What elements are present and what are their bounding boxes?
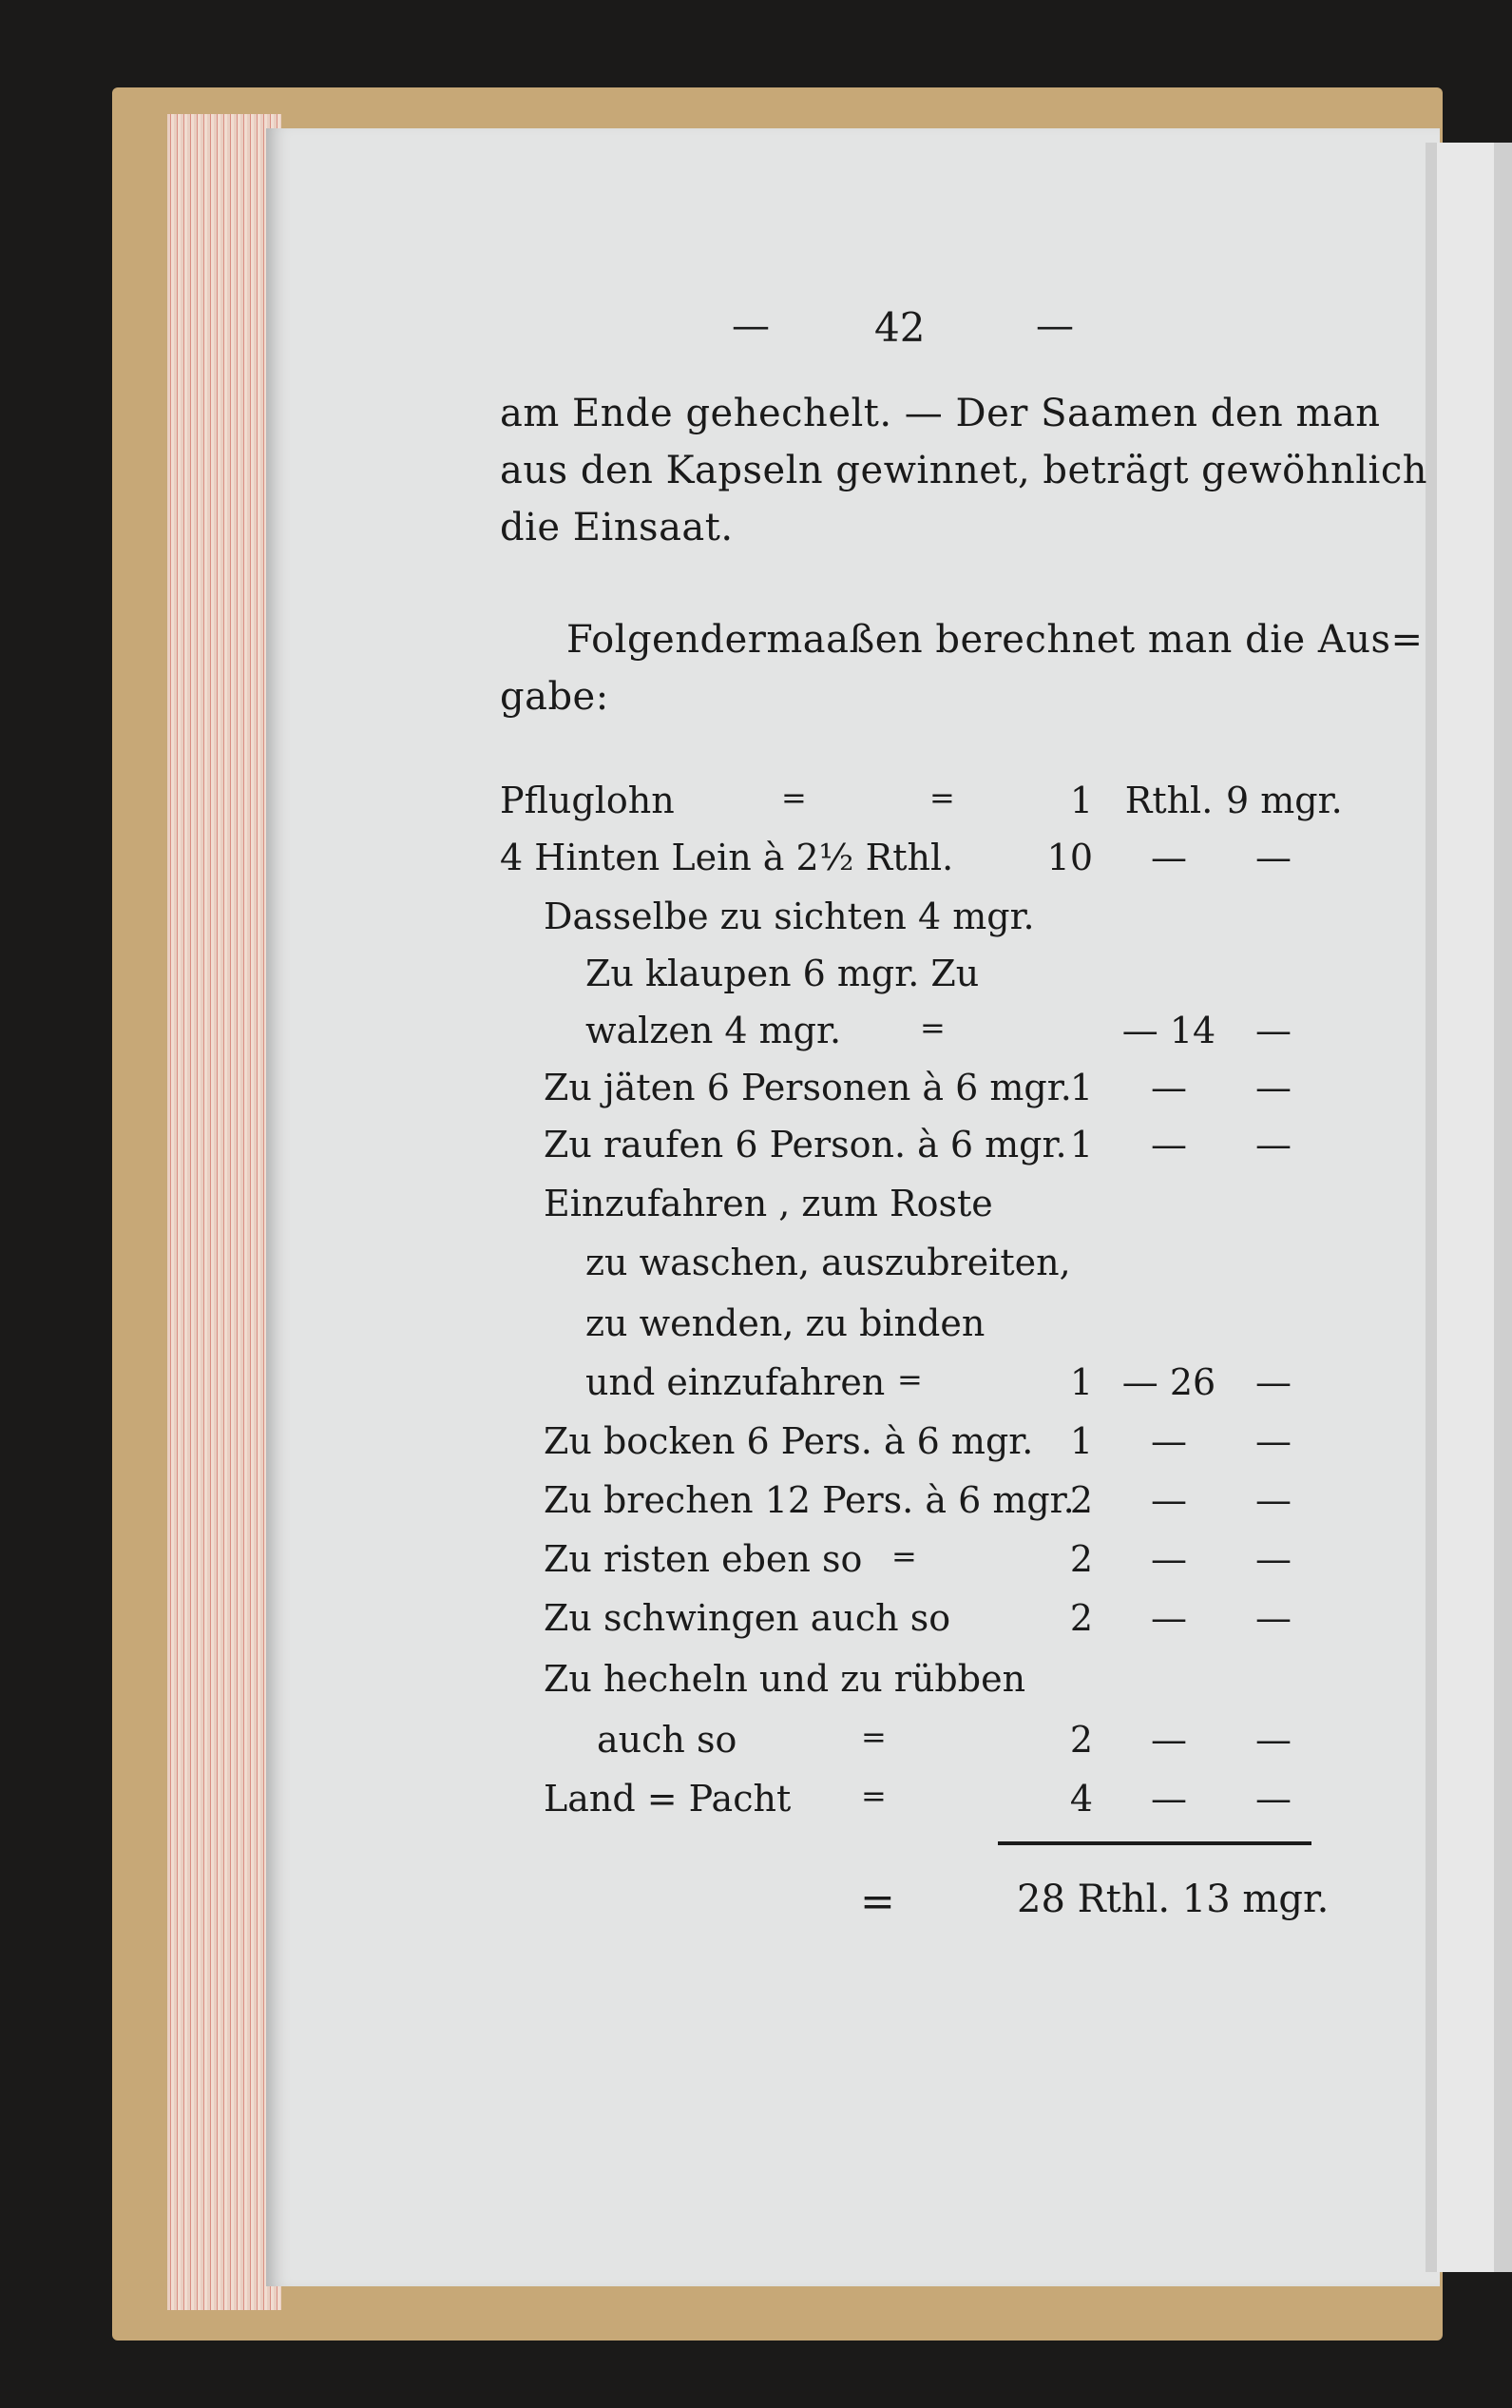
- intro-line-2: aus den Kapseln gewinnet, beträgt gewöhnlich: [500, 449, 1428, 492]
- amount-rthl: 1: [1069, 1420, 1093, 1462]
- amount-rthl: 10: [1046, 837, 1093, 878]
- row-label: Zu bocken 6 Pers. à 6 mgr.: [544, 1420, 1034, 1462]
- ledger-row: [0, 1242, 1512, 1295]
- amount-rthl: 2: [1069, 1538, 1093, 1580]
- amount-pf: —: [1255, 1124, 1292, 1165]
- ditto-mark: =: [861, 1719, 887, 1755]
- amount-pf: —: [1255, 1479, 1292, 1521]
- ledger-row: [0, 837, 1512, 890]
- row-label: Zu jäten 6 Personen à 6 mgr.: [544, 1067, 1072, 1108]
- para2-line-2: gabe:: [500, 675, 609, 719]
- amount-pf: —: [1255, 837, 1292, 878]
- amount-rthl: 2: [1069, 1597, 1093, 1639]
- ledger-row: [0, 1361, 1512, 1415]
- page-header: [0, 304, 1512, 361]
- header-dash-right: —: [1036, 304, 1074, 348]
- ledger-row: [0, 1538, 1512, 1591]
- sum-rule: [998, 1841, 1311, 1845]
- amount-pf: —: [1255, 1010, 1292, 1051]
- intro-line-1: am Ende gehechelt. — Der Saamen den man: [500, 392, 1381, 435]
- amount-pf: —: [1255, 1778, 1292, 1820]
- amount-mgr: — 26: [1121, 1361, 1216, 1403]
- amount-pf: —: [1255, 1420, 1292, 1462]
- para2-line-1: Folgendermaaßen berechnet man die Aus=: [566, 618, 1424, 662]
- intro-line-3: die Einsaat.: [500, 506, 734, 549]
- row-label: walzen 4 mgr.: [585, 1010, 842, 1051]
- amount-mgr: —: [1151, 1124, 1187, 1165]
- ledger-row: [0, 1719, 1512, 1772]
- row-label: Einzufahren , zum Roste: [544, 1183, 993, 1224]
- amount-rthl: 2: [1069, 1479, 1093, 1521]
- row-label: Zu klaupen 6 mgr. Zu: [585, 953, 980, 994]
- row-label: zu wenden, zu binden: [585, 1302, 986, 1344]
- amount-pf: —: [1255, 1067, 1292, 1108]
- row-label: Zu raufen 6 Person. à 6 mgr.: [544, 1124, 1067, 1165]
- total-amount: 28 Rthl. 13 mgr.: [1017, 1878, 1330, 1921]
- amount-mgr: 9 mgr.: [1226, 780, 1343, 821]
- row-label: zu waschen, auszubreiten,: [585, 1242, 1071, 1283]
- amount-mgr: —: [1151, 1719, 1187, 1761]
- amount-pf: —: [1255, 1719, 1292, 1761]
- ditto-mark: =: [781, 780, 807, 816]
- ledger-row: [0, 1302, 1512, 1356]
- header-dash-left: —: [732, 304, 770, 348]
- row-label: Zu brechen 12 Pers. à 6 mgr.: [544, 1479, 1075, 1521]
- ledger-row: [0, 1597, 1512, 1650]
- ditto-mark: =: [929, 780, 955, 816]
- amount-unit: Rthl.: [1124, 780, 1214, 821]
- ledger-row: [0, 1420, 1512, 1474]
- amount-rthl: 1: [1069, 1124, 1093, 1165]
- ledger-row: [0, 1124, 1512, 1177]
- amount-mgr: —: [1151, 1479, 1187, 1521]
- ledger-row: [0, 1067, 1512, 1120]
- row-label: Zu schwingen auch so: [544, 1597, 951, 1639]
- amount-mgr: — 14: [1121, 1010, 1216, 1051]
- ledger-row: [0, 1010, 1512, 1063]
- ledger-row: [0, 1658, 1512, 1711]
- amount-mgr: —: [1151, 1778, 1187, 1820]
- ditto-mark: =: [897, 1361, 923, 1397]
- row-label: Dasselbe zu sichten 4 mgr.: [544, 896, 1035, 937]
- amount-rthl: 4: [1069, 1778, 1093, 1820]
- amount-mgr: —: [1151, 1597, 1187, 1639]
- row-label: Zu hecheln und zu rübben: [544, 1658, 1026, 1700]
- row-label: auch so: [597, 1719, 737, 1761]
- ditto-mark: =: [920, 1010, 946, 1046]
- amount-mgr: —: [1151, 1538, 1187, 1580]
- ledger-row: [0, 953, 1512, 1006]
- amount-mgr: —: [1151, 837, 1187, 878]
- total-equals-sign: =: [860, 1878, 895, 1926]
- ledger-row: [0, 1183, 1512, 1236]
- row-label: Pfluglohn: [500, 780, 675, 821]
- row-label: Zu risten eben so: [544, 1538, 863, 1580]
- amount-pf: —: [1255, 1361, 1292, 1403]
- row-label: und einzufahren: [585, 1361, 886, 1403]
- ledger-row: [0, 1479, 1512, 1532]
- amount-rthl: 1: [1069, 780, 1093, 821]
- amount-rthl: 2: [1069, 1719, 1093, 1761]
- amount-pf: —: [1255, 1597, 1292, 1639]
- page-number: 42: [874, 304, 926, 351]
- amount-mgr: —: [1151, 1420, 1187, 1462]
- ditto-mark: =: [891, 1538, 917, 1574]
- ditto-mark: =: [861, 1778, 887, 1814]
- row-label: 4 Hinten Lein à 2½ Rthl.: [500, 837, 954, 878]
- amount-rthl: 1: [1069, 1361, 1093, 1403]
- amount-mgr: —: [1151, 1067, 1187, 1108]
- row-label: Land = Pacht: [544, 1778, 792, 1820]
- ledger-row: [0, 1778, 1512, 1831]
- ledger-row: [0, 896, 1512, 949]
- amount-rthl: 1: [1069, 1067, 1093, 1108]
- amount-pf: —: [1255, 1538, 1292, 1580]
- ledger-row: [0, 780, 1512, 833]
